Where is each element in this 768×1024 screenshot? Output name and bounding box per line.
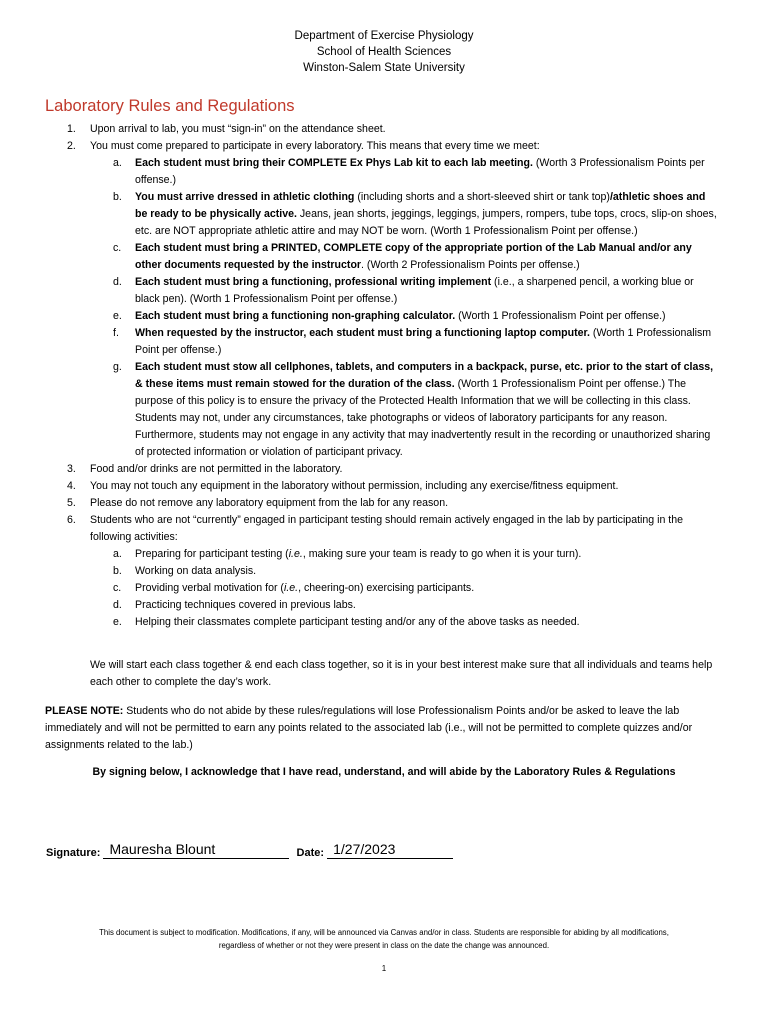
rule-2f: f. When requested by the instructor, each student must bring a functioning laptop computer. (Worth 1 Professionalism Point per offense.) [113, 327, 712, 356]
please-note-text: Students who do not abide by these rules/regulations will lose Professionalism Points and/or be asked to leave the lab immediately and will not be permitted to earn any points related to the associated lab (i.e., will not be permitted to complete quizzes and/or assignments related to the lab.) [45, 705, 693, 751]
signature-field[interactable] [103, 842, 289, 859]
please-note-label: PLEASE NOTE: [45, 705, 124, 717]
header-department: Department of Exercise Physiology [294, 30, 474, 42]
rule-2g: g. Each student must stow all cellphones, tablets, and computers in a backpack, purse, etc. prior to the start of class, & these items must remain stowed for the duration of the class. (Worth 1 Professionalism Point per offense.) The purpose of this policy is to ensure the privacy of the Protected Health Information that we will be collecting in this class. Students may not, under any circumstances, take photographs or videos of laboratory participants for any reason. Furthermore, students may not engage in any activity that may inadvertently result in the recording or unauthorized sharing of protected information or violation of participant privacy. [113, 361, 714, 458]
date-value: 1/27/2023 [333, 841, 396, 857]
rule-2c: c. Each student must bring a PRINTED, COMPLETE copy of the appropriate portion of the Lab Manual and/or any other documents requested by the instructor. (Worth 2 Professionalism Points per offense.) [113, 242, 692, 271]
rule-4: 4. You may not touch any equipment in the laboratory without permission, including any exercise/fitness equipment. [67, 480, 619, 492]
rule-2: 2. You must come prepared to participate in every laboratory. This means that every time we meet: [67, 140, 540, 152]
rule-6e: e. Helping their classmates complete participant testing and/or any of the above tasks as needed. [113, 616, 580, 628]
rule-1: 1. Upon arrival to lab, you must “sign-in” on the attendance sheet. [67, 123, 386, 135]
rule-2e: e. Each student must bring a functioning non-graphing calculator. (Worth 1 Professionalism Point per offense.) [113, 310, 666, 322]
header-school: School of Health Sciences [316, 46, 452, 58]
rule-6a: a. Preparing for participant testing (i.e., making sure your team is ready to go when it is your turn). [113, 548, 582, 560]
document-header [0, 28, 768, 76]
signature-label: Signature: [46, 847, 101, 859]
signature-row [46, 842, 453, 859]
page-number: 1 [381, 964, 387, 973]
rule-2d: d. Each student must bring a functioning, professional writing implement (i.e., a sharpened pencil, a working blue or black pen). (Worth 1 Professionalism Point per offense.) [113, 276, 694, 305]
rule-3: 3. Food and/or drinks are not permitted in the laboratory. [67, 463, 343, 475]
please-note [45, 703, 735, 754]
signature-value: Mauresha Blount [109, 841, 216, 857]
rule-6c: c. Providing verbal motivation for (i.e., cheering-on) exercising participants. [113, 582, 475, 594]
rule-6: 6. Students who are not “currently” engaged in participant testing should remain actively engaged in the lab by participating in the following activities: [67, 514, 684, 543]
section-title: Laboratory Rules and Regulations [45, 97, 295, 115]
date-field[interactable] [327, 842, 453, 859]
closing-paragraph: We will start each class together & end each class together, so it is in your best interest make sure that all individuals and teams help each other to complete the day’s work. [90, 659, 713, 688]
rule-6d: d. Practicing techniques covered in previous labs. [113, 599, 356, 611]
header-university: Winston-Salem State University [303, 62, 465, 74]
rule-5: 5. Please do not remove any laboratory equipment from the lab for any reason. [67, 497, 449, 509]
footer-disclaimer: This document is subject to modification. Modifications, if any, will be announced via Canvas and/or in class. Students are responsible for abiding by all modifications, regardless of whether or not they were present in class on the date the change was announced. [99, 928, 669, 950]
acknowledgement: By signing below, I acknowledge that I have read, understand, and will abide by the Laboratory Rules & Regulations [92, 766, 676, 778]
rule-6b: b. Working on data analysis. [113, 565, 257, 577]
date-label: Date: [296, 847, 325, 859]
rule-2b: b. You must arrive dressed in athletic clothing (including shorts and a short-sleeved shirt or tank top)/athletic shoes and be ready to be physically active. Jeans, jean shorts, jeggings, leggings, jumpers, rompers, tube tops, crocs, slip-on shoes, etc. are NOT appropriate athletic attire and may NOT be worn. (Worth 1 Professionalism Point per offense.) [113, 191, 717, 237]
rules-list [0, 121, 768, 631]
rule-2a: a. Each student must bring their COMPLETE Ex Phys Lab kit to each lab meeting. (Worth 3 Professionalism Points per offense.) [113, 157, 705, 186]
